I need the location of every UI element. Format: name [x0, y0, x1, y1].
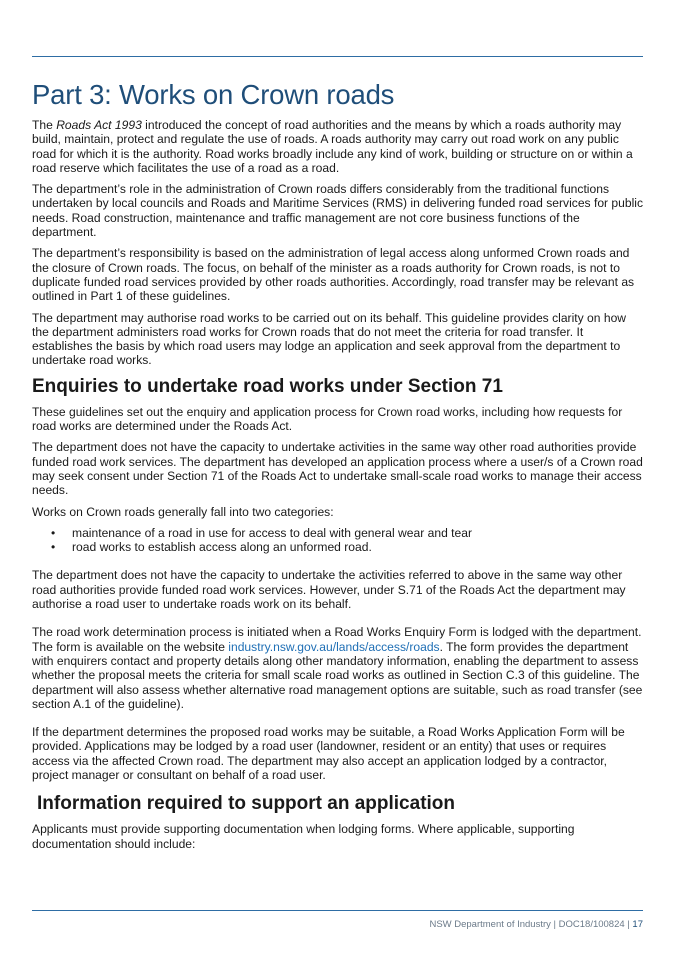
section1-paragraph-2: The department does not have the capacity to undertake activities in the same way other road authorities provide funded road work services. The department has developed an application process where a user/s of a Crown road may seek consent under Section 71 of the Roads Act to undertake small-scale road works to manage their access needs. [32, 440, 643, 498]
intro-paragraph-2: The department’s role in the administration of Crown roads differs considerably from the traditional functions undertaken by local councils and Roads and Maritime Services (RMS) in delivering funded road services for public needs. Road construction, maintenance and traffic management are not core business functions of the department. [32, 182, 644, 240]
works-categories-list [32, 526, 644, 555]
page-title: Part 3: Works on Crown roads [32, 79, 395, 110]
top-rule [32, 56, 643, 57]
section1-paragraph-5 [32, 625, 644, 711]
bottom-rule [32, 910, 643, 911]
page-content [32, 78, 644, 858]
page-number: 17 [632, 919, 643, 930]
section1-paragraph-4: The department does not have the capacity to undertake the activities referred to above in the same way other road authorities provide funded road work services. However, under S.71 of the Roads Act the department may authorise a road user to undertake roads work on its behalf. [32, 568, 626, 612]
page-footer [429, 919, 643, 930]
section-heading-information: Information required to support an application [37, 793, 456, 815]
intro-paragraph-1 [32, 118, 644, 175]
intro-p1-before: The [32, 118, 57, 132]
intro-p1-after: introduced the concept of road authorities and the means by which a roads authority may build, maintain, protect and regulate the use of roads. A roads authority may carry out road work on any public road for which it is the authority. Road works broadly include any kind of work, building or structure on or within a road reserve which facilitates the use of a road as a road. [32, 118, 633, 175]
section1-paragraph-1: These guidelines set out the enquiry and application process for Crown road works, including how requests for road works are determined under the Roads Act. [32, 404, 623, 434]
section1-paragraph-3: Works on Crown roads generally fall into two categories: [32, 504, 334, 519]
intro-paragraph-3: The department’s responsibility is based on the administration of legal access along unformed Crown roads and the closure of Crown roads. The focus, on behalf of the minister as a roads authority for Crown roads, is not to duplicate funded road services provided by other roads authorities. Accordingly, road transfer may be relevant as outlined in Part 1 of these guidelines. [32, 246, 635, 304]
list-item: • maintenance of a road in use for access to deal with general wear and tear [72, 526, 644, 540]
website-link[interactable]: industry.nsw.gov.au/lands/access/roads [228, 639, 440, 654]
footer-separator: | [624, 919, 633, 930]
section-heading-enquiries: Enquiries to undertake road works under Section 71 [32, 375, 503, 397]
footer-separator: | [550, 919, 559, 930]
list-item: • road works to establish access along an unformed road. [72, 540, 644, 554]
intro-paragraph-4: The department may authorise road works to be carried out on its behalf. This guideline provides clarity on how the department administers road works for Crown roads that do not meet the criteria for road transfer. It establishes the basis by which road users may lodge an application and seek approval from the department to undertake road works. [32, 310, 627, 368]
section2-paragraph-1: Applicants must provide supporting documentation when lodging forms. Where applicable, supporting documentation should include: [32, 822, 575, 851]
section1-p5-after: . The form provides the department with enquirers contact and property details along other mandatory information, enabling the department to assess whether the proposal meets the criteria for small scale road works as outlined in Section C.3 of this guideline. The department will also assess whether alternative road management options are suitable, such as road transfer (see section A.1 of the guideline). [32, 639, 643, 711]
section1-paragraph-6: If the department determines the proposed road works may be suitable, a Road Works Application Form will be provided. Applications may be lodged by a road user (landowner, resident or an entity) that uses or requires access via the affected Crown road. The department may also accept an application lodged by a contractor, project manager or consultant on behalf of a road user. [32, 725, 625, 782]
footer-org: NSW Department of Industry [429, 919, 551, 930]
act-name: Roads Act 1993 [56, 118, 142, 132]
footer-doc-number: DOC18/100824 [558, 919, 625, 930]
section1-p5-before: The road work determination process is initiated when a Road Works Enquiry Form is lodged with the department. The form is available on the website [32, 625, 642, 654]
